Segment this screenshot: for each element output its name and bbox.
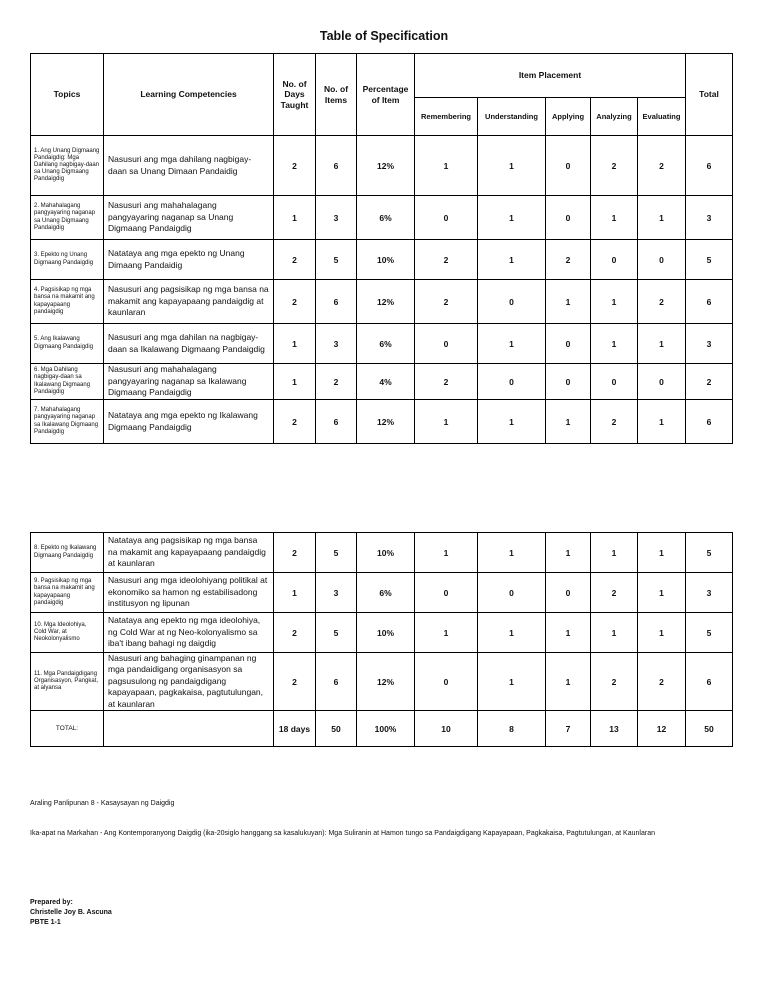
- cell-competency: Nasusuri ang pagsisikap ng mga bansa na makamit ang kapayapaang pandaigdig at kaunlaran: [104, 280, 274, 324]
- cell-analyzing: 2: [591, 136, 638, 196]
- cell-remembering: 2: [415, 280, 478, 324]
- cell-topic: 11. Mga Pandaigdigang Organisasyon, Pangkat, at alyansa: [31, 653, 104, 711]
- table-row: [31, 280, 733, 324]
- cell-applying: 1: [546, 280, 591, 324]
- cell-percentage: 12%: [357, 400, 415, 444]
- cell-topic: 7. Mahahalagang pangyayaring naganap sa Ikalawang Digmaang Pandaigdig: [31, 400, 104, 444]
- cell-percentage: 12%: [357, 653, 415, 711]
- table-row: [31, 400, 733, 444]
- cell-remembering: 0: [415, 196, 478, 240]
- total-remembering: 10: [415, 711, 478, 747]
- cell-remembering: 1: [415, 400, 478, 444]
- cell-understanding: 1: [478, 533, 546, 573]
- header-analyzing: Analyzing: [591, 98, 638, 136]
- cell-evaluating: 1: [638, 573, 686, 613]
- cell-understanding: 1: [478, 136, 546, 196]
- cell-topic: 4. Pagsisikap ng mga bansa na makamit ang kapayapaang pandaigdig: [31, 280, 104, 324]
- cell-analyzing: 1: [591, 196, 638, 240]
- cell-remembering: 0: [415, 573, 478, 613]
- cell-analyzing: 1: [591, 280, 638, 324]
- cell-applying: 0: [546, 364, 591, 400]
- cell-understanding: 1: [478, 653, 546, 711]
- cell-items: 6: [316, 136, 357, 196]
- total-analyzing: 13: [591, 711, 638, 747]
- cell-total: 3: [686, 324, 733, 364]
- cell-items: 6: [316, 653, 357, 711]
- cell-analyzing: 1: [591, 324, 638, 364]
- cell-items: 5: [316, 533, 357, 573]
- cell-competency: Natataya ang mga epekto ng Unang Dimaang Pandaidig: [104, 240, 274, 280]
- cell-items: 2: [316, 364, 357, 400]
- cell-percentage: 4%: [357, 364, 415, 400]
- cell-competency: Nasusuri ang mahahalagang pangyayaring naganap sa Unang Digmaang Pandaigdig: [104, 196, 274, 240]
- table-row: [31, 364, 733, 400]
- table-row: [31, 613, 733, 653]
- cell-applying: 0: [546, 196, 591, 240]
- cell-evaluating: 0: [638, 364, 686, 400]
- cell-topic: 5. Ang Ikalawang Digmaang Pandaigdig: [31, 324, 104, 364]
- header-items: No. of Items: [316, 54, 357, 136]
- cell-understanding: 1: [478, 324, 546, 364]
- cell-topic: 3. Epekto ng Unang Digmaang Pandaigdig: [31, 240, 104, 280]
- cell-total: 6: [686, 136, 733, 196]
- cell-total: 2: [686, 364, 733, 400]
- subject-line: Araling Panlipunan 8 - Kasaysayan ng Daigdig: [30, 800, 175, 807]
- cell-competency: Nasusuri ang mahahalagang pangyayaring naganap sa Ikalawang Digmaang Pandaigdig: [104, 364, 274, 400]
- cell-total: 3: [686, 196, 733, 240]
- cell-understanding: 1: [478, 196, 546, 240]
- page-title: Table of Specification: [319, 29, 449, 43]
- preparer-section: PBTE 1-1: [30, 919, 61, 927]
- cell-items: 6: [316, 400, 357, 444]
- cell-items: 3: [316, 196, 357, 240]
- table-row: [31, 653, 733, 711]
- cell-remembering: 1: [415, 136, 478, 196]
- cell-applying: 0: [546, 324, 591, 364]
- cell-evaluating: 2: [638, 136, 686, 196]
- cell-analyzing: 0: [591, 364, 638, 400]
- cell-items: 5: [316, 613, 357, 653]
- cell-analyzing: 2: [591, 653, 638, 711]
- cell-analyzing: 0: [591, 240, 638, 280]
- cell-topic: 1. Ang Unang Digmaang Pandaigdig: Mga Dahilang nagbigay-daan sa Unang Digmaang Pandaigdig: [31, 136, 104, 196]
- total-grand: 50: [686, 711, 733, 747]
- cell-days: 2: [274, 136, 316, 196]
- cell-evaluating: 0: [638, 240, 686, 280]
- specification-table-part-1: [30, 53, 733, 444]
- cell-total: 5: [686, 533, 733, 573]
- cell-topic: 10. Mga Ideolohiya, Cold War, at Neokolonyalismo: [31, 613, 104, 653]
- cell-remembering: 1: [415, 533, 478, 573]
- cell-items: 6: [316, 280, 357, 324]
- table-row: [31, 240, 733, 280]
- cell-applying: 0: [546, 136, 591, 196]
- header-applying: Applying: [546, 98, 591, 136]
- prepared-by-block: [30, 898, 112, 928]
- cell-items: 5: [316, 240, 357, 280]
- cell-understanding: 1: [478, 400, 546, 444]
- cell-total: 5: [686, 240, 733, 280]
- table-row: [31, 196, 733, 240]
- table-row: [31, 136, 733, 196]
- cell-percentage: 6%: [357, 324, 415, 364]
- cell-understanding: 0: [478, 573, 546, 613]
- cell-items: 3: [316, 573, 357, 613]
- total-evaluating: 12: [638, 711, 686, 747]
- cell-topic: 8. Epekto ng Ikalawang Digmaang Pandaigdig: [31, 533, 104, 573]
- cell-competency: Nasusuri ang mga dahilan na nagbigay-daan sa Ikalawang Digmaang Pandaigdig: [104, 324, 274, 364]
- preparer-name: Christelle Joy B. Ascuna: [30, 909, 112, 917]
- total-competency: [104, 711, 274, 747]
- cell-days: 1: [274, 364, 316, 400]
- total-label: TOTAL:: [31, 711, 104, 747]
- cell-days: 1: [274, 573, 316, 613]
- cell-total: 6: [686, 280, 733, 324]
- cell-items: 3: [316, 324, 357, 364]
- total-row: [31, 711, 733, 747]
- cell-competency: Natataya ang epekto ng mga ideolohiya, ng Cold War at ng Neo-kolonyalismo sa iba't ibang bahagi ng daigdig: [104, 613, 274, 653]
- cell-evaluating: 2: [638, 653, 686, 711]
- cell-topic: 2. Mahahalagang pangyayaring naganap sa Unang Digmaang Pandaigdig: [31, 196, 104, 240]
- cell-competency: Nasusuri ang bahaging ginampanan ng mga pandaidigang organisasyon sa pagsusulong ng pandaigdigang kapayapaan, pagkakaisa, pagtutulungan, at kaunlaran: [104, 653, 274, 711]
- prepared-label: Prepared by:: [30, 899, 73, 906]
- cell-competency: Natataya ang mga epekto ng Ikalawang Digmaang Pandaigdig: [104, 400, 274, 444]
- total-days: 18 days: [274, 711, 316, 747]
- cell-days: 1: [274, 324, 316, 364]
- cell-applying: 1: [546, 533, 591, 573]
- cell-analyzing: 2: [591, 400, 638, 444]
- cell-evaluating: 1: [638, 533, 686, 573]
- cell-evaluating: 1: [638, 613, 686, 653]
- cell-days: 2: [274, 653, 316, 711]
- total-items: 50: [316, 711, 357, 747]
- cell-applying: 1: [546, 613, 591, 653]
- header-remembering: Remembering: [415, 98, 478, 136]
- cell-analyzing: 2: [591, 573, 638, 613]
- cell-days: 2: [274, 240, 316, 280]
- cell-analyzing: 1: [591, 613, 638, 653]
- table-row: [31, 533, 733, 573]
- cell-total: 6: [686, 400, 733, 444]
- cell-percentage: 10%: [357, 533, 415, 573]
- total-percentage: 100%: [357, 711, 415, 747]
- cell-total: 6: [686, 653, 733, 711]
- cell-topic: 9. Pagsisikap ng mga bansa na makamit ang kapayapaang pandaigdig: [31, 573, 104, 613]
- cell-understanding: 0: [478, 280, 546, 324]
- cell-percentage: 6%: [357, 573, 415, 613]
- specification-table-part-2: [30, 532, 733, 747]
- cell-applying: 0: [546, 573, 591, 613]
- cell-percentage: 12%: [357, 136, 415, 196]
- cell-competency: Nasusuri ang mga dahilang nagbigay-daan sa Unang Dimaan Pandaidig: [104, 136, 274, 196]
- cell-percentage: 10%: [357, 240, 415, 280]
- cell-applying: 2: [546, 240, 591, 280]
- cell-evaluating: 1: [638, 400, 686, 444]
- cell-total: 5: [686, 613, 733, 653]
- total-understanding: 8: [478, 711, 546, 747]
- header-days: No. of Days Taught: [274, 54, 316, 136]
- table-row: [31, 324, 733, 364]
- cell-days: 2: [274, 400, 316, 444]
- cell-understanding: 0: [478, 364, 546, 400]
- table-row: [31, 573, 733, 613]
- cell-days: 1: [274, 196, 316, 240]
- header-competencies: Learning Competencies: [104, 54, 274, 136]
- cell-applying: 1: [546, 653, 591, 711]
- header-evaluating: Evaluating: [638, 98, 686, 136]
- cell-evaluating: 1: [638, 196, 686, 240]
- cell-remembering: 1: [415, 613, 478, 653]
- cell-days: 2: [274, 613, 316, 653]
- header-total: Total: [686, 54, 733, 136]
- cell-competency: Nasusuri ang mga ideolohiyang politikal at ekonomiko sa hamon ng estabilisadong institusyon ng lipunan: [104, 573, 274, 613]
- quarter-line: Ika-apat na Markahan - Ang Kontemporanyong Daigdig (ika-20siglo hanggang sa kasalukuyan): Mga Suliranin at Hamon tungo sa Pandaigdigang Kapayapaan, Pagkakaisa, Pagtutulungan, at Kaunlaran: [30, 830, 655, 837]
- cell-evaluating: 2: [638, 280, 686, 324]
- cell-topic: 6. Mga Dahilang nagbigay-daan sa Ikalawang Digmaang Pandaigdig: [31, 364, 104, 400]
- cell-percentage: 12%: [357, 280, 415, 324]
- cell-remembering: 0: [415, 653, 478, 711]
- header-item-placement: Item Placement: [415, 54, 686, 98]
- header-understanding: Understanding: [478, 98, 546, 136]
- cell-applying: 1: [546, 400, 591, 444]
- header-percentage: Percentage of Item: [357, 54, 415, 136]
- header-topics: Topics: [31, 54, 104, 136]
- cell-percentage: 6%: [357, 196, 415, 240]
- cell-remembering: 0: [415, 324, 478, 364]
- cell-percentage: 10%: [357, 613, 415, 653]
- cell-remembering: 2: [415, 364, 478, 400]
- cell-analyzing: 1: [591, 533, 638, 573]
- total-applying: 7: [546, 711, 591, 747]
- cell-evaluating: 1: [638, 324, 686, 364]
- cell-remembering: 2: [415, 240, 478, 280]
- cell-days: 2: [274, 280, 316, 324]
- cell-competency: Natataya ang pagsisikap ng mga bansa na makamit ang kapayapaang pandaigdig at kaunlaran: [104, 533, 274, 573]
- cell-understanding: 1: [478, 240, 546, 280]
- cell-total: 3: [686, 573, 733, 613]
- cell-days: 2: [274, 533, 316, 573]
- cell-understanding: 1: [478, 613, 546, 653]
